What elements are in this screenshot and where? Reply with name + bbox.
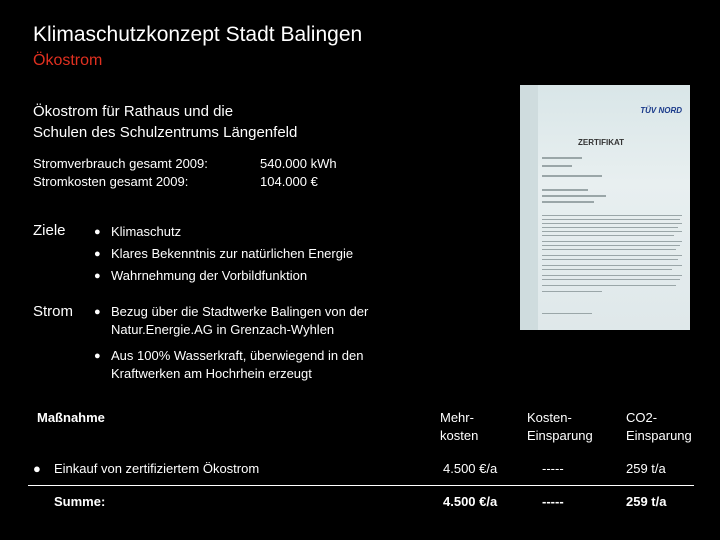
list-item: ● Aus 100% Wasserkraft, überwiegend in den Kraftwerken am Hochrhein erzeugt — [94, 348, 364, 381]
sum-mehrkosten: 4.500 €/a — [443, 494, 498, 509]
bullet-icon: ● — [33, 461, 41, 476]
stat-label-costs: Stromkosten gesamt 2009: — [33, 174, 189, 189]
table-cell-massnahme: Einkauf von zertifiziertem Ökostrom — [54, 461, 260, 476]
table-cell-kosten: ----- — [542, 461, 564, 476]
stat-value-costs: 104.000 € — [260, 174, 318, 189]
heading-line-1: Ökostrom für Rathaus und die — [33, 103, 234, 120]
heading-line-2: Schulen des Schulzentrums Längenfeld — [33, 124, 298, 141]
bullet-icon: ● — [94, 306, 101, 318]
stat-value-consumption: 540.000 kWh — [260, 156, 337, 171]
sum-kosten: ----- — [542, 494, 564, 509]
certificate-image — [520, 85, 690, 330]
sum-label: Summe: — [54, 494, 106, 509]
certificate-title: ZERTIFIKAT — [578, 138, 625, 147]
bullet-icon: ● — [94, 248, 101, 260]
bullet-icon: ● — [94, 270, 101, 282]
bullet-icon: ● — [94, 226, 101, 238]
section-label-ziele: Ziele — [33, 222, 66, 239]
section-label-strom: Strom — [33, 303, 74, 320]
sum-co2: 259 t/a — [626, 494, 667, 509]
table-divider — [28, 485, 694, 486]
list-item: ● Bezug über die Stadtwerke Balingen von der Natur.Energie.AG in Grenzach-Wyhlen — [94, 304, 369, 337]
table-header-co2-einsparung: CO2- Einsparung — [626, 410, 692, 443]
section-heading — [33, 101, 297, 143]
table-cell-co2: 259 t/a — [626, 461, 666, 476]
page-title: Klimaschutzkonzept Stadt Balingen — [33, 23, 363, 46]
stat-label-consumption: Stromverbrauch gesamt 2009: — [33, 156, 208, 171]
page-subtitle: Ökostrom — [33, 52, 103, 69]
table-header-massnahme: Maßnahme — [37, 410, 105, 425]
bullet-icon: ● — [94, 350, 101, 362]
table-cell-mehrkosten: 4.500 €/a — [443, 461, 498, 476]
table-header-mehrkosten: Mehr- kosten — [440, 410, 479, 443]
certificate-brand: TÜV NORD — [640, 106, 682, 115]
table-header-kosten-einsparung: Kosten- Einsparung — [527, 410, 593, 443]
